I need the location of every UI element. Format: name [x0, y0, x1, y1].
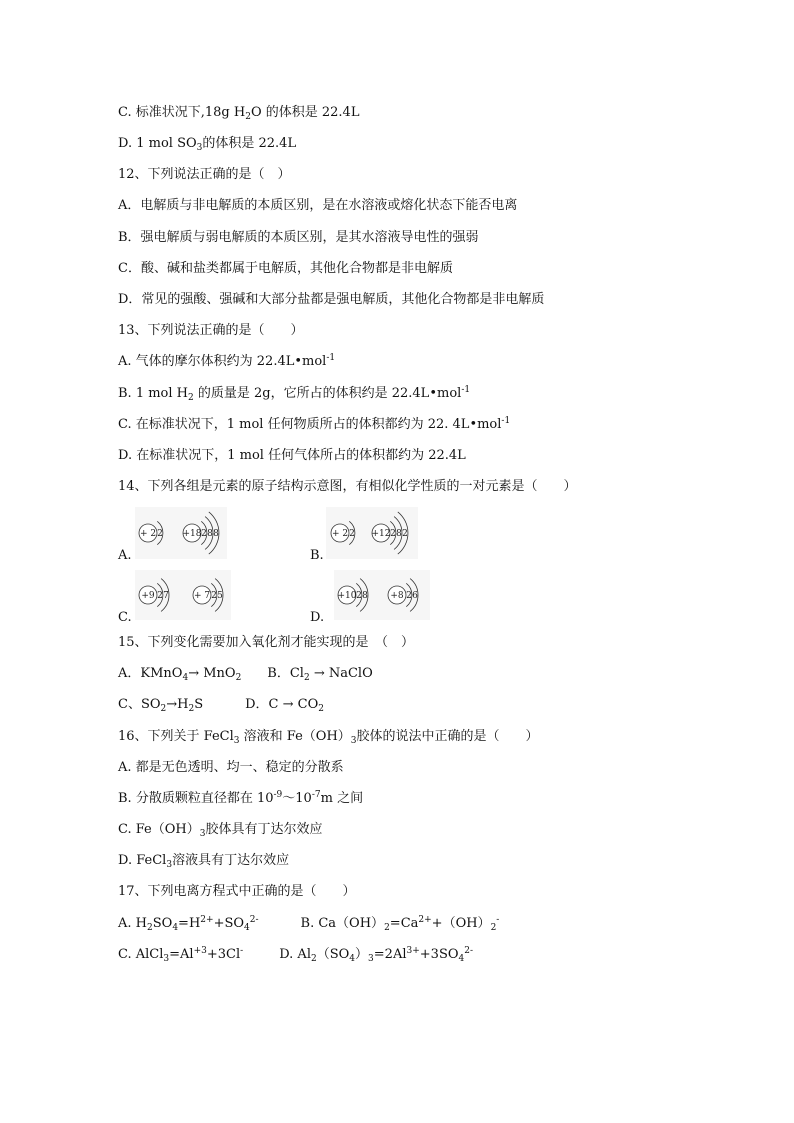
- option-13c: C. 在标准状况下，1 mol 任何物质所占的体积都约为 22. 4L•mol$^{-1}$: [118, 416, 511, 432]
- atom-a2: [183, 512, 220, 554]
- question-16: 16、下列关于 FeCl$_3$ 溶液和 $Fe(OH)_3$胶体的说法中正确的是（ ）: [118, 729, 539, 746]
- electron-count: 2: [157, 591, 163, 601]
- atom-d1: [338, 579, 369, 612]
- question-15: 15、下列变化需要加入氧化剂才能实现的是 （ ）: [118, 635, 415, 650]
- atom-b2: [372, 512, 408, 554]
- electron-count: 8: [207, 529, 213, 539]
- electron-count: 2: [406, 591, 412, 601]
- option-12b: B．强电解质与弱电解质的本质区别，是其水溶液导电性的强弱: [118, 230, 479, 245]
- option-13b: B. 1 mol $H_2$ 的质量是 2g，它所占的体积约是 22.4L•mol$^{-1}$: [118, 385, 471, 403]
- option-16d: D. FeCl$_3$溶液具有丁达尔效应: [118, 853, 290, 870]
- question-14: 14、下列各组是元素的原子结构示意图，有相似化学性质的一对元素是（ ）: [118, 479, 577, 494]
- atom-c2: [193, 579, 223, 612]
- nucleus-charge: +18: [182, 529, 202, 539]
- option-11d: D. 1 mol $SO_3$的体积是 22.4L: [118, 136, 297, 153]
- atom-diagram-b: [326, 507, 418, 559]
- nucleus-charge: + 7: [193, 591, 211, 601]
- atom-d2: [388, 579, 418, 612]
- option-12d: D．常见的强酸、强碱和大部分盐都是强电解质，其他化合物都是非电解质: [118, 292, 545, 307]
- electron-count: 2: [390, 529, 396, 539]
- option-16a: A. 都是无色透明、均一、稳定的分散系: [118, 760, 344, 775]
- electron-count: 5: [217, 591, 223, 601]
- atom-diagram-d-svg: [334, 570, 430, 620]
- atom-c1: [139, 579, 169, 612]
- question-12: 12、下列说法正确的是（ ）: [118, 167, 291, 182]
- electron-count: 8: [213, 529, 219, 539]
- atom-diagram-d: [334, 570, 430, 620]
- nucleus-charge: +8: [390, 591, 404, 601]
- option-14b-label: B.: [310, 548, 324, 563]
- option-14c-label: C.: [118, 610, 132, 625]
- option-14a-label: A.: [118, 548, 132, 563]
- question-17: 17、下列电离方程式中正确的是（ ）: [118, 884, 356, 899]
- nucleus-charge: + 2: [139, 529, 157, 539]
- option-13d: D. 在标准状况下，1 mol 任何气体所占的体积都约为 22.4L: [118, 448, 466, 463]
- atom-diagram-a-svg: [135, 507, 227, 559]
- electron-count: 2: [201, 529, 207, 539]
- nucleus-charge: +12: [371, 529, 391, 539]
- option-12a: A．电解质与非电解质的本质区别，是在水溶液或熔化状态下能否电离: [118, 198, 518, 213]
- option-12c: C．酸、碱和盐类都属于电解质，其他化合物都是非电解质: [118, 261, 453, 276]
- options-15cd: C、$SO_2\to H_2S$ D．$C \to CO_2$: [118, 697, 324, 714]
- electron-count: 2: [349, 529, 355, 539]
- option-14d-label: D.: [310, 610, 325, 625]
- atom-diagram-a: [135, 507, 227, 559]
- options-17ab: A. $H_2SO_4=H^{2+}+SO_4^{2-}$ B. $Ca(OH)_2=Ca^{2+}+(OH)_2^-$: [118, 915, 500, 933]
- electron-count: 2: [402, 529, 408, 539]
- nucleus-charge: + 2: [331, 529, 349, 539]
- question-13: 13、下列说法正确的是（ ）: [118, 323, 304, 338]
- options-15ab: A．KMnO$_4$→ MnO$_2$ B．$Cl_2$ → NaClO: [118, 666, 373, 683]
- nucleus-charge: +9: [141, 591, 155, 601]
- electron-count: 6: [412, 591, 418, 601]
- atom-b1: [331, 521, 355, 544]
- electron-count: 2: [157, 529, 163, 539]
- option-16c: C. $Fe(OH)_3$胶体具有丁达尔效应: [118, 822, 323, 839]
- option-16b: B. 分散质颗粒直径都在 $10^{-9}\sim 10^{-7}m$ 之间: [118, 790, 364, 806]
- atom-diagram-c: [135, 570, 231, 620]
- nucleus-charge: +10: [337, 591, 357, 601]
- option-13a: A. 气体的摩尔体积约为 22.4L•mol$^{-1}$: [118, 353, 336, 369]
- electron-count: 2: [356, 591, 362, 601]
- atom-diagram-b-svg: [326, 507, 418, 559]
- electron-count: 7: [163, 591, 169, 601]
- electron-count: 2: [211, 591, 217, 601]
- option-11c: C. 标准状况下,18g $H_2O$ 的体积是 22.4L: [118, 105, 360, 122]
- electron-count: 8: [362, 591, 368, 601]
- atom-a1: [139, 521, 163, 544]
- electron-count: 8: [396, 529, 402, 539]
- options-17cd: C. $AlCl_3=Al^{+3}+3Cl^-$ D. $Al_2(SO_4)_3=2Al^{3+}+3SO_4^{2-}$: [118, 946, 474, 964]
- atom-diagram-c-svg: [135, 570, 231, 620]
